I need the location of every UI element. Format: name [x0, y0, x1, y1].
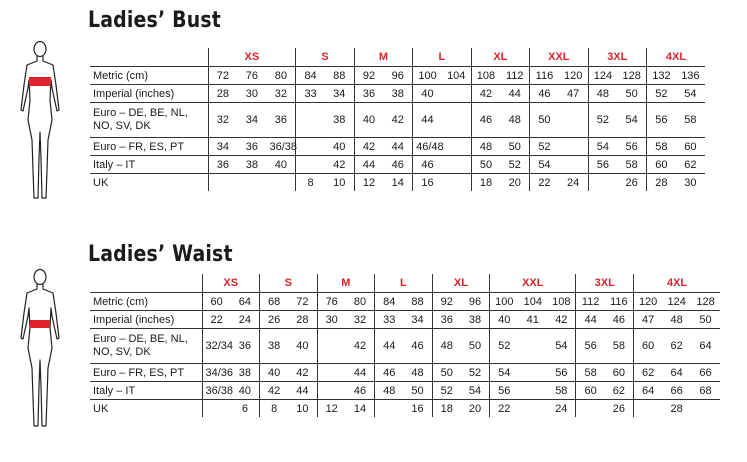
waist-title: Ladies’ Waist: [88, 242, 233, 267]
table-cell: 40: [354, 103, 383, 138]
table-cell: 52: [647, 85, 676, 103]
table-row: [90, 382, 720, 400]
table-row: [90, 138, 705, 156]
table-cell: 58: [605, 329, 634, 364]
table-cell: 8: [260, 400, 289, 418]
table-cell: [202, 400, 231, 418]
size-header: 4XL: [633, 274, 720, 293]
table-cell: 46/48: [413, 138, 442, 156]
table-cell: 104: [442, 67, 471, 85]
size-header: M: [317, 274, 375, 293]
table-cell: 40: [325, 138, 354, 156]
table-cell: 50: [617, 85, 646, 103]
table-cell: 64: [231, 293, 260, 311]
table-cell: [237, 174, 266, 192]
table-cell: 14: [391, 176, 404, 189]
table-cell: 116: [530, 67, 559, 85]
table-cell: 48: [432, 329, 461, 364]
table-cell: 34: [403, 311, 432, 329]
table-cell: 36: [432, 311, 461, 329]
size-header: XS: [202, 274, 260, 293]
table-cell: 48: [662, 311, 691, 329]
table-cell: 56: [617, 138, 646, 156]
table-cell: 44: [576, 311, 605, 329]
table-cell: 36: [208, 156, 237, 174]
table-cell: 60: [676, 138, 705, 156]
table-cell: 47: [559, 85, 588, 103]
table-cell: 36: [266, 103, 295, 138]
table-cell: 54: [676, 85, 705, 103]
table-cell: 108: [471, 67, 500, 85]
table-cell: 42: [383, 103, 412, 138]
table-cell: 33: [375, 311, 404, 329]
table-cell: 44: [383, 138, 412, 156]
table-cell: 124: [662, 293, 691, 311]
table-cell: 38: [461, 311, 490, 329]
table-cell: 8: [296, 174, 325, 192]
table-cell: 42: [260, 382, 289, 400]
table-cell: 60: [647, 156, 676, 174]
table-cell: 10: [296, 402, 309, 415]
table-cell: 46: [375, 364, 404, 382]
table-cell: 64: [691, 329, 720, 364]
table-cell: 66: [691, 364, 720, 382]
table-cell: 56: [547, 364, 576, 382]
table-cell: 60: [576, 382, 605, 400]
size-header: 3XL: [576, 274, 634, 293]
table-row: [90, 67, 705, 85]
table-cell: 58: [617, 156, 646, 174]
table-cell: 50: [530, 103, 559, 138]
table-cell: 72: [208, 67, 237, 85]
table-cell: [559, 138, 588, 156]
table-cell: 34: [208, 138, 237, 156]
table-cell: 42: [325, 156, 354, 174]
bust-size-table: [90, 48, 705, 191]
table-cell: 18: [432, 400, 461, 418]
table-cell: 52: [530, 138, 559, 156]
table-cell: 30: [684, 176, 697, 189]
table-cell: [317, 382, 346, 400]
table-cell: 12: [354, 174, 383, 192]
table-cell: [576, 400, 605, 418]
table-cell: [375, 400, 404, 418]
table-cell: 52: [500, 156, 529, 174]
table-cell: 50: [471, 156, 500, 174]
table-cell: 12: [317, 400, 346, 418]
table-cell: 100: [490, 293, 519, 311]
table-cell: [559, 156, 588, 174]
table-cell: 62: [662, 329, 691, 364]
table-cell: 96: [383, 67, 412, 85]
table-cell: 62: [605, 382, 634, 400]
size-header: XS: [208, 48, 296, 67]
table-cell: 32/34: [202, 329, 231, 364]
table-cell: 124: [588, 67, 617, 85]
table-cell: 36: [354, 85, 383, 103]
table-cell: 30: [317, 311, 346, 329]
table-cell: 6: [241, 402, 248, 415]
table-cell: 48: [588, 85, 617, 103]
table-cell: 46: [605, 311, 634, 329]
table-cell: 56: [647, 103, 676, 138]
table-cell: 26: [612, 402, 625, 415]
table-cell: [296, 138, 325, 156]
table-cell: 112: [576, 293, 605, 311]
table-cell: 46: [403, 329, 432, 364]
table-cell: 20: [508, 176, 521, 189]
table-cell: [559, 103, 588, 138]
table-cell: [691, 400, 720, 418]
table-cell: 46: [383, 156, 412, 174]
table-cell: 48: [403, 364, 432, 382]
table-cell: 84: [375, 293, 404, 311]
table-cell: 136: [676, 67, 705, 85]
table-cell: 46: [346, 382, 375, 400]
table-row: [90, 329, 720, 364]
table-cell: 72: [288, 293, 317, 311]
table-row: [90, 364, 720, 382]
table-cell: 34/36: [202, 364, 231, 382]
table-cell: 42: [471, 85, 500, 103]
table-cell: 46: [530, 85, 559, 103]
table-cell: 50: [432, 364, 461, 382]
table-cell: [518, 364, 547, 382]
table-row: [90, 311, 720, 329]
table-cell: 52: [432, 382, 461, 400]
table-cell: [442, 174, 471, 192]
table-cell: 40: [490, 311, 519, 329]
woman-bust-icon: [14, 40, 66, 205]
table-cell: 54: [530, 156, 559, 174]
table-cell: 28: [670, 402, 683, 415]
table-cell: [296, 103, 325, 138]
table-cell: 80: [346, 293, 375, 311]
table-cell: 120: [633, 293, 662, 311]
table-cell: 48: [471, 138, 500, 156]
table-cell: 58: [676, 103, 705, 138]
size-header: XL: [471, 48, 529, 67]
table-cell: [442, 85, 471, 103]
table-cell: 68: [691, 382, 720, 400]
table-cell: 108: [547, 293, 576, 311]
table-cell: [266, 174, 295, 192]
table-cell: 18: [471, 174, 500, 192]
table-cell: [317, 364, 346, 382]
row-label: Imperial (inches): [90, 311, 202, 329]
table-cell: 100: [413, 67, 442, 85]
table-cell: 52: [588, 103, 617, 138]
row-label: UK: [93, 402, 109, 415]
table-cell: 112: [500, 67, 529, 85]
row-label: UK: [93, 176, 109, 189]
table-cell: 22: [530, 174, 559, 192]
table-cell: 42: [547, 311, 576, 329]
table-cell: [633, 400, 662, 418]
table-cell: 120: [559, 67, 588, 85]
row-label: Metric (cm): [90, 293, 202, 311]
table-cell: [518, 329, 547, 364]
table-cell: 20: [468, 402, 482, 415]
table-cell: 68: [260, 293, 289, 311]
row-label: Italy – IT: [90, 156, 208, 174]
size-header: XL: [432, 274, 490, 293]
table-cell: 128: [617, 67, 646, 85]
table-cell: 50: [691, 311, 720, 329]
header-blank: [90, 48, 208, 67]
table-cell: 32: [208, 103, 237, 138]
table-cell: 62: [633, 364, 662, 382]
table-cell: 58: [647, 138, 676, 156]
table-cell: 26: [625, 176, 638, 189]
table-cell: 66: [662, 382, 691, 400]
table-cell: 36/38: [202, 382, 231, 400]
table-cell: [588, 174, 617, 192]
table-cell: 44: [288, 382, 317, 400]
table-cell: 46: [471, 103, 500, 138]
table-cell: 16: [413, 174, 442, 192]
table-cell: 48: [500, 103, 529, 138]
table-cell: 24: [567, 176, 580, 189]
row-label: Imperial (inches): [90, 85, 208, 103]
table-cell: 96: [461, 293, 490, 311]
table-cell: 47: [633, 311, 662, 329]
table-cell: 10: [333, 176, 346, 189]
table-cell: 40: [260, 364, 289, 382]
table-cell: 50: [461, 329, 490, 364]
table-cell: [296, 156, 325, 174]
table-cell: 42: [354, 138, 383, 156]
table-cell: 34: [237, 103, 266, 138]
table-cell: 54: [490, 364, 519, 382]
table-cell: 48: [375, 382, 404, 400]
table-cell: 36: [231, 329, 260, 364]
size-header: L: [413, 48, 471, 67]
table-cell: 128: [691, 293, 720, 311]
table-cell: 14: [353, 402, 367, 415]
table-row: [90, 174, 705, 192]
table-cell: 58: [576, 364, 605, 382]
table-row: [90, 103, 705, 138]
table-cell: 56: [576, 329, 605, 364]
size-header: 4XL: [647, 48, 705, 67]
table-cell: 56: [490, 382, 519, 400]
table-row: [90, 156, 705, 174]
table-cell: 64: [662, 364, 691, 382]
table-cell: 32: [266, 85, 295, 103]
table-cell: 42: [288, 364, 317, 382]
table-cell: 40: [266, 156, 295, 174]
bust-title: Ladies’ Bust: [88, 8, 221, 33]
table-cell: 41: [518, 311, 547, 329]
table-cell: 50: [500, 138, 529, 156]
row-label: Italy – IT: [90, 382, 202, 400]
table-cell: 40: [413, 85, 442, 103]
table-cell: 56: [588, 156, 617, 174]
table-cell: 30: [237, 85, 266, 103]
table-cell: 62: [676, 156, 705, 174]
table-cell: 76: [317, 293, 346, 311]
table-cell: 34: [325, 85, 354, 103]
table-row: [90, 400, 720, 418]
header-blank: [90, 274, 202, 293]
table-cell: 132: [647, 67, 676, 85]
table-cell: 28: [208, 85, 237, 103]
row-label: Euro – DE, BE, NL, NO, SV, DK: [90, 329, 202, 364]
table-cell: 60: [605, 364, 634, 382]
table-cell: 38: [260, 329, 289, 364]
table-cell: [442, 103, 471, 138]
table-cell: 24: [555, 402, 568, 415]
table-cell: 54: [461, 382, 490, 400]
table-cell: 44: [500, 85, 529, 103]
table-cell: 28: [288, 311, 317, 329]
table-cell: 36: [237, 138, 266, 156]
table-cell: 54: [588, 138, 617, 156]
table-cell: 44: [354, 156, 383, 174]
table-cell: 38: [231, 364, 260, 382]
row-label: Euro – FR, ES, PT: [90, 364, 202, 382]
table-cell: [518, 400, 547, 418]
table-cell: 28: [647, 174, 676, 192]
table-cell: 32: [346, 311, 375, 329]
table-cell: [442, 156, 471, 174]
table-cell: 88: [403, 293, 432, 311]
table-cell: 44: [413, 103, 442, 138]
table-cell: 60: [633, 329, 662, 364]
table-cell: 92: [354, 67, 383, 85]
table-cell: [208, 174, 237, 192]
size-header: M: [354, 48, 412, 67]
table-cell: 40: [288, 329, 317, 364]
size-header: XXL: [490, 274, 576, 293]
table-cell: 50: [403, 382, 432, 400]
table-cell: 52: [490, 329, 519, 364]
table-cell: [317, 329, 346, 364]
table-cell: 58: [547, 382, 576, 400]
table-cell: [518, 382, 547, 400]
table-cell: 22: [490, 400, 519, 418]
table-cell: 16: [411, 402, 424, 415]
table-cell: 42: [346, 329, 375, 364]
table-cell: 76: [237, 67, 266, 85]
table-row: [90, 85, 705, 103]
table-cell: 44: [375, 329, 404, 364]
table-cell: 36/38: [266, 138, 295, 156]
table-cell: 54: [547, 329, 576, 364]
table-cell: 92: [432, 293, 461, 311]
table-cell: 38: [383, 85, 412, 103]
woman-waist-icon: [14, 268, 66, 433]
size-header: S: [296, 48, 354, 67]
row-label: Euro – FR, ES, PT: [90, 138, 208, 156]
table-cell: 54: [617, 103, 646, 138]
table-cell: 40: [231, 382, 260, 400]
table-cell: 26: [260, 311, 289, 329]
table-cell: 104: [518, 293, 547, 311]
table-row: [90, 293, 720, 311]
table-cell: 80: [266, 67, 295, 85]
table-cell: 33: [296, 85, 325, 103]
table-cell: 38: [325, 103, 354, 138]
table-cell: 60: [202, 293, 231, 311]
table-cell: 46: [413, 156, 442, 174]
table-cell: 84: [296, 67, 325, 85]
size-header: L: [375, 274, 433, 293]
table-cell: 88: [325, 67, 354, 85]
bust-section: [0, 0, 747, 215]
table-cell: 52: [461, 364, 490, 382]
table-cell: 22: [202, 311, 231, 329]
size-header: XXL: [530, 48, 588, 67]
size-header: 3XL: [588, 48, 646, 67]
table-cell: [442, 138, 471, 156]
size-header: S: [260, 274, 318, 293]
waist-section: [0, 236, 747, 462]
table-cell: 44: [346, 364, 375, 382]
table-cell: 64: [633, 382, 662, 400]
row-label: Euro – DE, BE, NL, NO, SV, DK: [90, 103, 208, 138]
waist-size-table: [90, 274, 720, 417]
table-cell: 24: [231, 311, 260, 329]
row-label: Metric (cm): [90, 67, 208, 85]
table-cell: 116: [605, 293, 634, 311]
table-cell: 38: [237, 156, 266, 174]
